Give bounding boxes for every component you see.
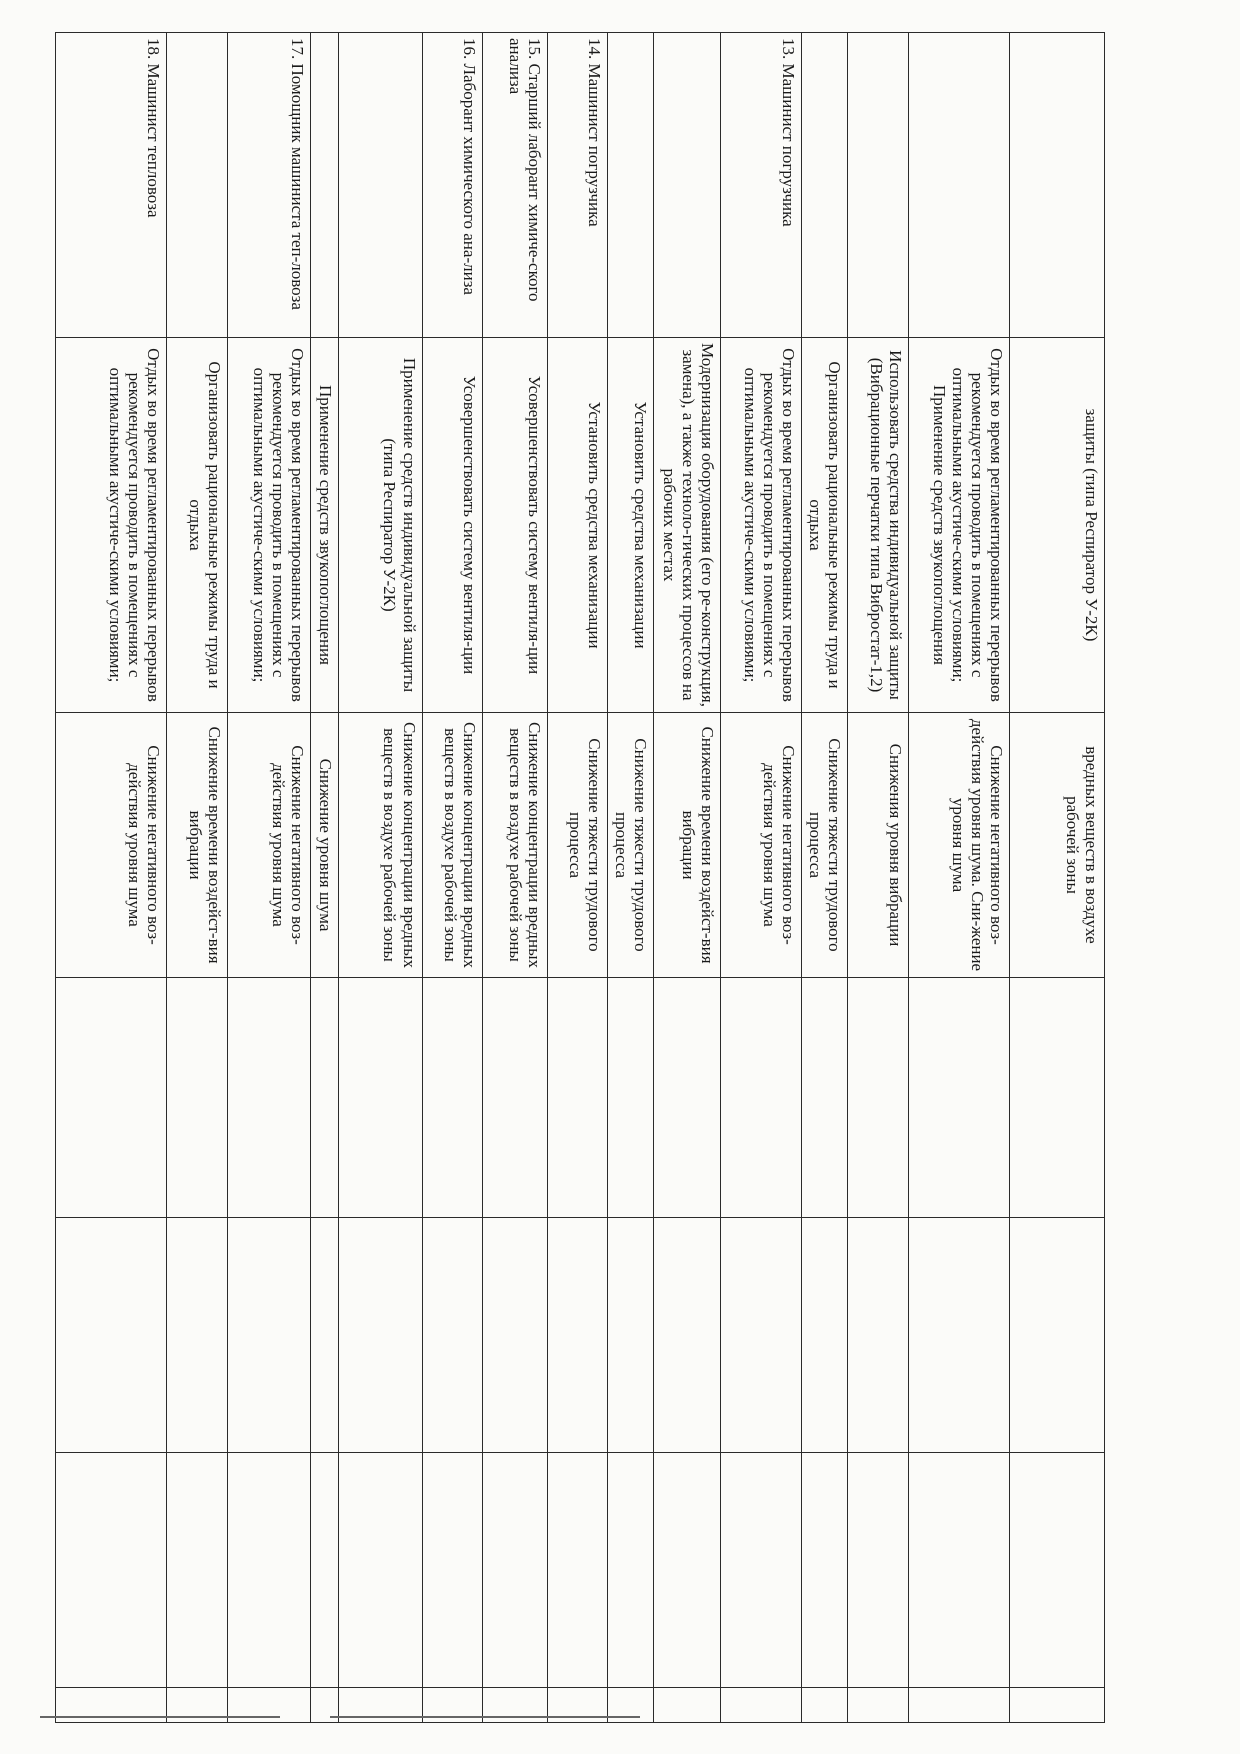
goal-cell: Снижение концентрации вредных веществ в воздухе рабочей зоны bbox=[422, 713, 483, 978]
goal-cell: Снижение тяжести трудового процесса bbox=[608, 713, 653, 978]
empty-cell bbox=[802, 1688, 847, 1723]
empty-cell bbox=[721, 978, 802, 1218]
empty-cell bbox=[608, 1453, 653, 1688]
goal-cell: Снижение концентрации вредных веществ в воздухе рабочей зоны bbox=[338, 713, 422, 978]
empty-cell bbox=[1010, 1688, 1105, 1723]
table-row bbox=[653, 33, 721, 1723]
job-cell bbox=[653, 33, 721, 338]
empty-cell bbox=[483, 1453, 548, 1688]
measure-cell: защиты (типа Респиратор У-2К) bbox=[1010, 338, 1105, 713]
empty-cell bbox=[909, 978, 1010, 1218]
measure-cell: Организовать рациональные режимы труда и отдыха bbox=[802, 338, 847, 713]
measure-cell: Применение средств звукопоглощения bbox=[311, 338, 338, 713]
measures-table bbox=[55, 32, 1105, 1723]
empty-cell bbox=[167, 1218, 228, 1453]
empty-cell bbox=[311, 1218, 338, 1453]
empty-cell bbox=[847, 978, 909, 1218]
empty-cell bbox=[167, 1453, 228, 1688]
empty-cell bbox=[802, 978, 847, 1218]
empty-cell bbox=[847, 1688, 909, 1723]
job-cell bbox=[1010, 33, 1105, 338]
table-row bbox=[167, 33, 228, 1723]
goal-cell: Снижение негативного воз-действия уровня шума bbox=[721, 713, 802, 978]
empty-cell bbox=[909, 1218, 1010, 1453]
empty-cell bbox=[483, 978, 548, 1218]
measure-cell: Установить средства механизации bbox=[608, 338, 653, 713]
empty-cell bbox=[653, 1218, 721, 1453]
table-row bbox=[422, 33, 483, 1723]
rotated-table-sheet bbox=[55, 32, 1105, 1722]
empty-cell bbox=[721, 1688, 802, 1723]
empty-cell bbox=[311, 1453, 338, 1688]
empty-cell bbox=[909, 1688, 1010, 1723]
empty-cell bbox=[1010, 978, 1105, 1218]
empty-cell bbox=[167, 978, 228, 1218]
job-cell bbox=[338, 33, 422, 338]
empty-cell bbox=[227, 1453, 311, 1688]
goal-cell: вредных веществ в воздухе рабочей зоны bbox=[1010, 713, 1105, 978]
empty-cell bbox=[608, 978, 653, 1218]
empty-cell bbox=[338, 1453, 422, 1688]
empty-cell bbox=[422, 978, 483, 1218]
table-row bbox=[56, 33, 167, 1723]
empty-cell bbox=[311, 978, 338, 1218]
table-row bbox=[227, 33, 311, 1723]
goal-cell: Снижение времени воздейст-вия вибрации bbox=[167, 713, 228, 978]
goal-cell: Снижение концентрации вредных веществ в воздухе рабочей зоны bbox=[483, 713, 548, 978]
empty-cell bbox=[608, 1218, 653, 1453]
measure-cell: Отдых во время регламентированных перерывов рекомендуется проводить в помещениях с оптимальными акустиче-скими условиями; Применение средств звукопоглощения bbox=[909, 338, 1010, 713]
empty-cell bbox=[653, 1688, 721, 1723]
empty-cell bbox=[653, 1453, 721, 1688]
table-row bbox=[847, 33, 909, 1723]
empty-cell bbox=[56, 978, 167, 1218]
job-cell bbox=[909, 33, 1010, 338]
table-row bbox=[721, 33, 802, 1723]
empty-cell bbox=[422, 1453, 483, 1688]
empty-cell bbox=[227, 978, 311, 1218]
job-cell: 14. Машинист погрузчика bbox=[547, 33, 608, 338]
measure-cell: Применение средств индивидуальной защиты (типа Респиратор У-2К) bbox=[338, 338, 422, 713]
table-row bbox=[909, 33, 1010, 1723]
empty-cell bbox=[909, 1453, 1010, 1688]
table-row bbox=[802, 33, 847, 1723]
measure-cell: Отдых во время регламентированных перерывов рекомендуется проводить в помещениях с оптимальными акустиче-скими условиями; bbox=[56, 338, 167, 713]
empty-cell bbox=[847, 1218, 909, 1453]
goal-cell: Снижение уровня шума bbox=[311, 713, 338, 978]
goal-cell: Снижение тяжести трудового процесса bbox=[547, 713, 608, 978]
empty-cell bbox=[227, 1218, 311, 1453]
empty-cell bbox=[721, 1218, 802, 1453]
empty-cell bbox=[802, 1218, 847, 1453]
table-row bbox=[547, 33, 608, 1723]
table-row bbox=[608, 33, 653, 1723]
table-row bbox=[311, 33, 338, 1723]
job-cell: 18. Машинист тепловоза bbox=[56, 33, 167, 338]
job-cell: 16. Лаборант химического ана-лиза bbox=[422, 33, 483, 338]
measure-cell: Отдых во время регламентированных перерывов рекомендуется проводить в помещениях с оптимальными акустиче-скими условиями; bbox=[227, 338, 311, 713]
table-row bbox=[1010, 33, 1105, 1723]
measure-cell: Отдых во время регламентированных перерывов рекомендуется проводить в помещениях с оптимальными акустиче-скими условиями; bbox=[721, 338, 802, 713]
job-cell bbox=[608, 33, 653, 338]
job-cell bbox=[311, 33, 338, 338]
table-row bbox=[483, 33, 548, 1723]
empty-cell bbox=[847, 1453, 909, 1688]
job-cell bbox=[847, 33, 909, 338]
empty-cell bbox=[802, 1453, 847, 1688]
measure-cell: Использовать средства индивидуальной защиты (Вибрационные перчатки типа Вибростат-1,2) bbox=[847, 338, 909, 713]
job-cell: 15. Старший лаборант химиче-ского анализа bbox=[483, 33, 548, 338]
empty-cell bbox=[653, 978, 721, 1218]
measure-cell: Усовершенствовать систему вентиля-ции bbox=[422, 338, 483, 713]
empty-cell bbox=[338, 1218, 422, 1453]
empty-cell bbox=[1010, 1218, 1105, 1453]
measure-cell: Усовершенствовать систему вентиля-ции bbox=[483, 338, 548, 713]
empty-cell bbox=[1010, 1453, 1105, 1688]
empty-cell bbox=[547, 1453, 608, 1688]
bottom-rule-left bbox=[40, 1716, 280, 1718]
empty-cell bbox=[56, 1453, 167, 1688]
empty-cell bbox=[721, 1453, 802, 1688]
goal-cell: Снижение времени воздейст-вия вибрации bbox=[653, 713, 721, 978]
empty-cell bbox=[483, 1218, 548, 1453]
job-cell bbox=[167, 33, 228, 338]
job-cell bbox=[802, 33, 847, 338]
empty-cell bbox=[422, 1218, 483, 1453]
job-cell: 17. Помощник машиниста теп-ловоза bbox=[227, 33, 311, 338]
goal-cell: Снижение негативного воз-действия уровня шума bbox=[56, 713, 167, 978]
bottom-rule-right bbox=[330, 1716, 640, 1718]
goal-cell: Снижение негативного воз-действия уровня шума. Сни-жение уровня шума bbox=[909, 713, 1010, 978]
empty-cell bbox=[338, 978, 422, 1218]
measure-cell: Модернизация оборудования (его ре-конструкция, замена), а также техноло-гических процессов на рабочих местах bbox=[653, 338, 721, 713]
empty-cell bbox=[56, 1218, 167, 1453]
goal-cell: Снижение негативного воз-действия уровня шума bbox=[227, 713, 311, 978]
measure-cell: Установить средства механизации bbox=[547, 338, 608, 713]
empty-cell bbox=[547, 978, 608, 1218]
measure-cell: Организовать рациональные режимы труда и отдыха bbox=[167, 338, 228, 713]
table-row bbox=[338, 33, 422, 1723]
empty-cell bbox=[547, 1218, 608, 1453]
goal-cell: Снижения уровня вибрации bbox=[847, 713, 909, 978]
job-cell: 13. Машинист погрузчика bbox=[721, 33, 802, 338]
goal-cell: Снижение тяжести трудового процесса bbox=[802, 713, 847, 978]
